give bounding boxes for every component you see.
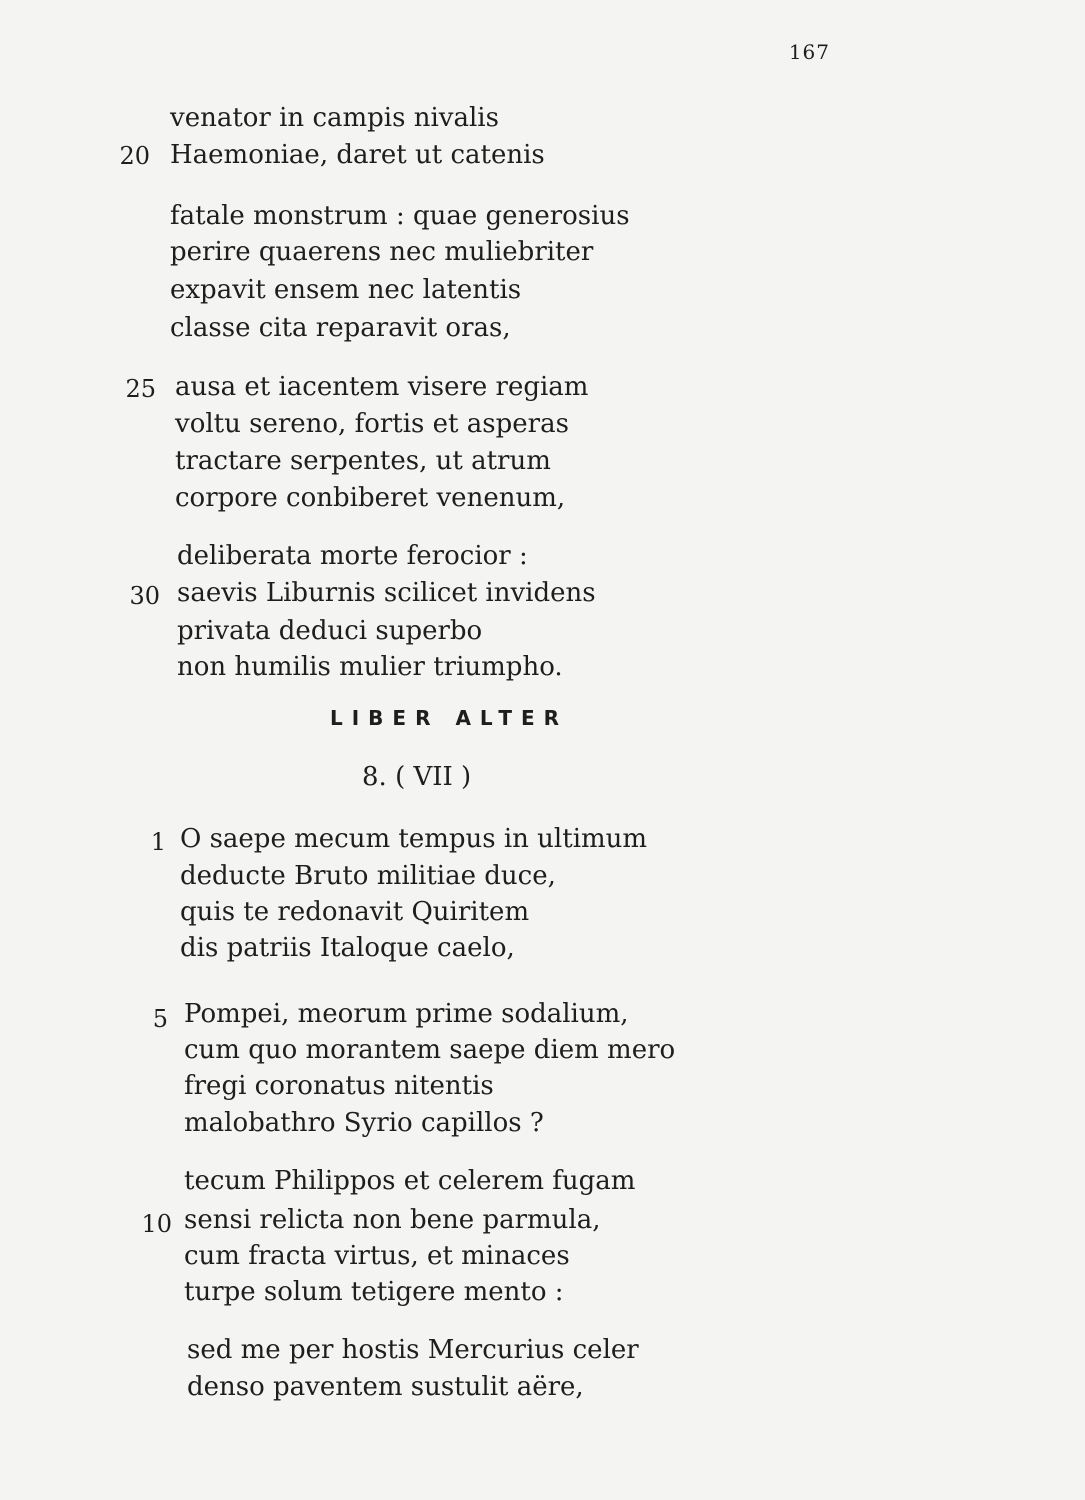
verse-line: Pompei, meorum prime sodalium, [184, 999, 629, 1029]
verse-line: O saepe mecum tempus in ultimum [180, 824, 648, 854]
verse-line: turpe solum tetigere mento : [184, 1277, 564, 1307]
book-title: LIBER ALTER [330, 706, 569, 730]
ode-title: 8. ( VII ) [362, 762, 472, 792]
verse-line: sensi relicta non bene parmula, [184, 1205, 601, 1235]
page-number: 167 [788, 40, 830, 64]
verse-line: malobathro Syrio capillos ? [184, 1108, 544, 1138]
verse-line: sed me per hostis Mercurius celer [187, 1335, 639, 1365]
line-number: 25 [125, 375, 156, 403]
line-number: 1 [150, 828, 166, 856]
verse-line: privata deduci superbo [177, 616, 483, 646]
verse-line: voltu sereno, fortis et asperas [175, 409, 569, 439]
verse-line: cum fracta virtus, et minaces [184, 1241, 570, 1271]
verse-line: non humilis mulier triumpho. [177, 652, 563, 682]
verse-line: classe cita reparavit oras, [170, 313, 511, 343]
line-number: 10 [141, 1210, 172, 1238]
verse-line: fregi coronatus nitentis [184, 1071, 494, 1101]
verse-line: perire quaerens nec muliebriter [170, 237, 594, 267]
verse-line: deliberata morte ferocior : [177, 541, 528, 571]
verse-line: venator in campis nivalis [170, 103, 499, 133]
verse-line: expavit ensem nec latentis [170, 275, 522, 305]
verse-line: cum quo morantem saepe diem mero [184, 1035, 676, 1065]
verse-line: saevis Liburnis scilicet invidens [177, 578, 596, 608]
verse-line: quis te redonavit Quiritem [180, 897, 530, 927]
verse-line: Haemoniae, daret ut catenis [170, 140, 545, 170]
verse-line: denso paventem sustulit aëre, [187, 1372, 584, 1402]
line-number: 5 [152, 1005, 168, 1033]
line-number: 20 [119, 142, 150, 170]
verse-line: deducte Bruto militiae duce, [180, 861, 556, 891]
verse-line: tecum Philippos et celerem fugam [184, 1166, 636, 1196]
verse-line: ausa et iacentem visere regiam [175, 372, 589, 402]
line-number: 30 [129, 582, 160, 610]
verse-line: dis patriis Italoque caelo, [180, 933, 515, 963]
verse-line: tractare serpentes, ut atrum [175, 446, 551, 476]
verse-line: fatale monstrum : quae generosius [170, 201, 630, 231]
verse-line: corpore conbiberet venenum, [175, 483, 566, 513]
